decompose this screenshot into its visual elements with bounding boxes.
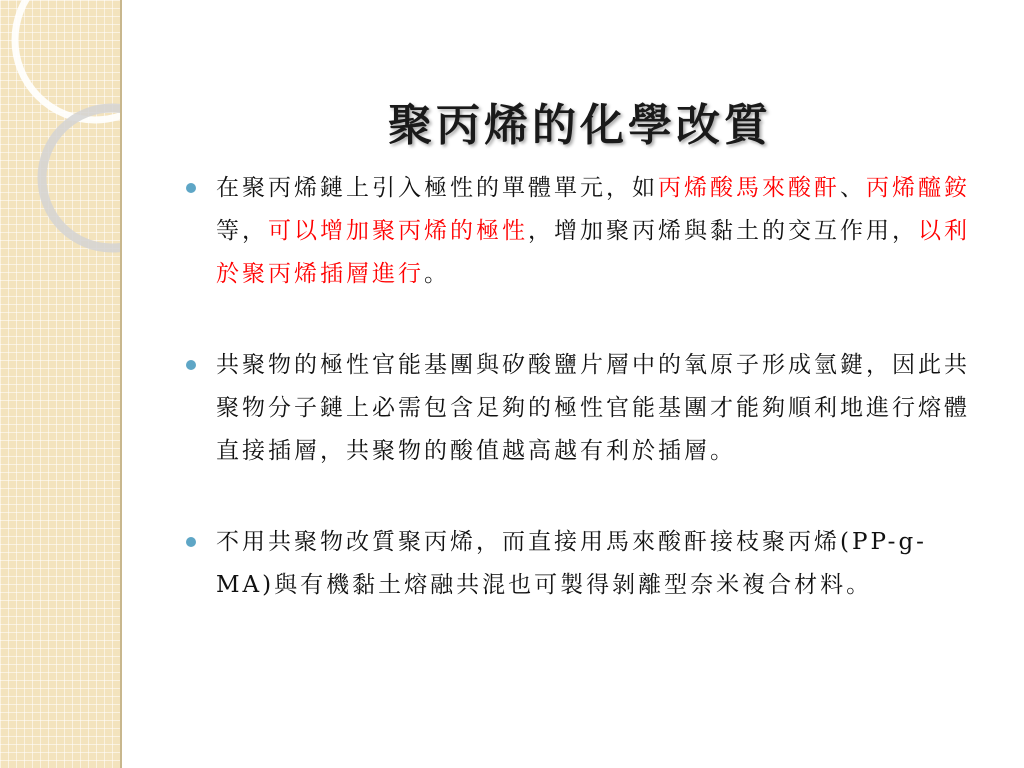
bullet-item [184,521,974,607]
bullet-icon [186,183,196,193]
highlight-segment: 丙烯酸馬來酸酐 [658,175,840,201]
bullet-segment: 不用共聚物改質聚丙烯，而直接用馬來酸酐接枝聚丙烯(PP-g-MA)與有機黏土熔融共混也可製得剝離型奈米複合材料。 [216,529,927,598]
bullet-icon [186,537,196,547]
decorative-circles [0,0,120,768]
bullet-item [184,344,974,473]
highlight-segment: 可以增加聚丙烯的極性 [268,218,528,244]
highlight-segment: 以利於聚丙烯插層進行 [216,218,970,287]
bullet-segment: 等， [216,218,268,244]
bullet-item [184,167,974,296]
slide-title: 聚丙烯的化學改質 [388,100,772,152]
decorative-side-panel [0,0,120,768]
bullet-icon [186,360,196,370]
bullet-segment: 在聚丙烯鏈上引入極性的單體單元，如 [216,175,658,201]
panel-divider [120,0,122,768]
bullet-segment: 。 [424,261,450,287]
bullet-list [184,167,974,655]
bullet-segment: ，增加聚丙烯與黏土的交互作用， [528,218,918,244]
highlight-segment: 丙烯醯銨 [866,175,970,201]
bullet-segment: 共聚物的極性官能基團與矽酸鹽片層中的氧原子形成氫鍵，因此共聚物分子鏈上必需包含足夠的極性官能基團才能夠順利地進行熔體直接插層，共聚物的酸值越高越有利於插層。 [216,352,970,464]
bullet-segment: 、 [840,175,866,201]
